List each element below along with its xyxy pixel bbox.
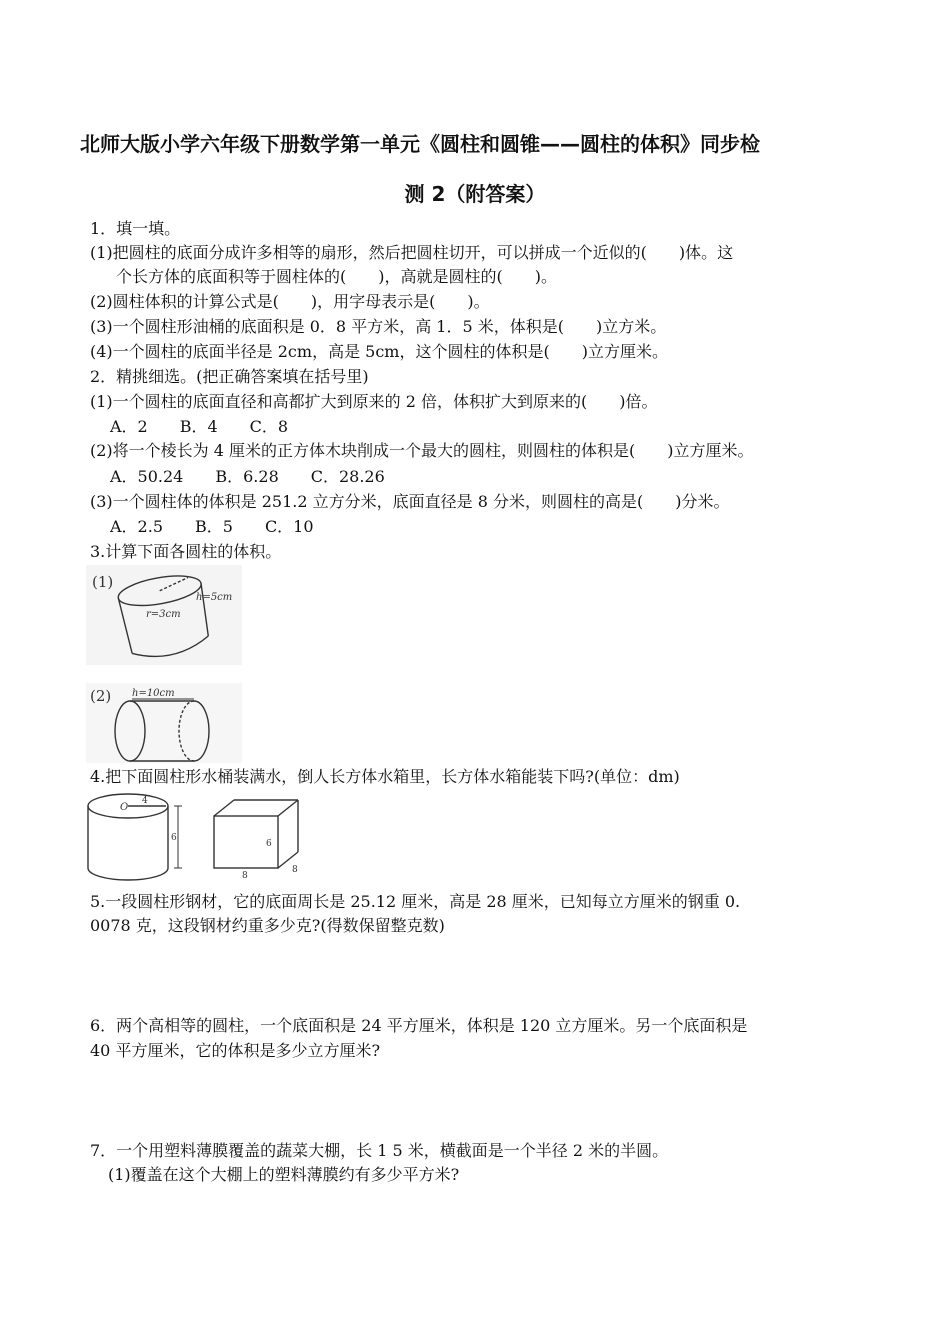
q1-item1-line1: (1)把圆柱的底面分成许多相等的扇形，然后把圆柱切开，可以拼成一个近似的( )体。这: [90, 243, 734, 262]
q4-figure: [84, 790, 316, 882]
q4-cylinder-bucket: [88, 794, 182, 880]
q2-heading: 2．精挑细选。(把正确答案填在括号里): [90, 367, 369, 386]
q1-item3: (3)一个圆柱形油桶的底面积是 0．8 平方米，高 1．5 米，体积是( )立方米。: [90, 317, 667, 336]
q3-fig1-label: (1): [92, 573, 114, 591]
q2-item1: (1)一个圆柱的底面直径和高都扩大到原来的 2 倍，体积扩大到原来的( )倍。: [90, 392, 658, 411]
q2-item2-options: A．50.24 B．6.28 C．28.26: [110, 467, 385, 486]
q1-item2: (2)圆柱体积的计算公式是( )，用字母表示是( )。: [90, 292, 490, 311]
q7-line1: 7．一个用塑料薄膜覆盖的蔬菜大棚，长 1 5 米，横截面是一个半径 2 米的半圆。: [90, 1141, 669, 1160]
q4-rectangular-tank: [214, 800, 298, 868]
q4-tank-depth-label: 8: [292, 865, 298, 875]
q4-heading: 4.把下面圆柱形水桶装满水，倒人长方体水箱里，长方体水箱能装下吗?(单位：dm): [90, 767, 680, 786]
q5-line2: 0078 克，这段钢材约重多少克?(得数保留整克数): [90, 916, 445, 935]
q2-item1-options: A．2 B．4 C．8: [110, 417, 289, 436]
q2-item3-options: A．2.5 B．5 C．10: [110, 517, 314, 536]
q4-tank-height-label: 6: [266, 839, 272, 849]
q3-heading: 3.计算下面各圆柱的体积。: [90, 542, 282, 561]
q1-heading: 1．填一填。: [90, 219, 181, 238]
q4-radius-label: 4: [142, 796, 148, 806]
q3-fig1-height-label: h=5cm: [196, 592, 233, 603]
q1-item1-line2: 个长方体的底面积等于圆柱体的( )，高就是圆柱的( )。: [116, 267, 557, 286]
q7-sub1: (1)覆盖在这个大棚上的塑料薄膜约有多少平方米?: [108, 1165, 460, 1184]
page-title-line-1: 北师大版小学六年级下册数学第一单元《圆柱和圆锥——圆柱的体积》同步检: [80, 132, 760, 156]
q3-fig1-radius-label: r=3cm: [146, 609, 181, 620]
page-title-line-2: 测 2（附答案）: [404, 182, 546, 206]
q4-tank-width-label: 8: [242, 871, 248, 881]
q3-figure-2-cylinder: [86, 683, 242, 763]
q5-line1: 5.一段圆柱形钢材，它的底面周长是 25.12 厘米，高是 28 厘米，已知每立方厘米的钢重 0.: [90, 892, 741, 911]
q3-fig2-height-label: h=10cm: [132, 688, 175, 699]
q4-center-label: O: [120, 802, 129, 813]
q4-cylinder-height-label: 6: [171, 833, 177, 843]
q6-line2: 40 平方厘米，它的体积是多少立方厘米?: [90, 1041, 381, 1060]
q6-line1: 6．两个高相等的圆柱，一个底面积是 24 平方厘米，体积是 120 立方厘米。另一个底面积是: [90, 1016, 748, 1035]
q3-fig2-label: (2): [90, 687, 112, 705]
q2-item2: (2)将一个棱长为 4 厘米的正方体木块削成一个最大的圆柱，则圆柱的体积是( )立方厘米。: [90, 441, 754, 460]
q2-item3: (3)一个圆柱体的体积是 251.2 立方分米，底面直径是 8 分米，则圆柱的高是( )分米。: [90, 492, 730, 511]
q1-item4: (4)一个圆柱的底面半径是 2cm，高是 5cm，这个圆柱的体积是( )立方厘米。: [90, 342, 668, 361]
q3-figure-1-cylinder: [86, 565, 242, 665]
